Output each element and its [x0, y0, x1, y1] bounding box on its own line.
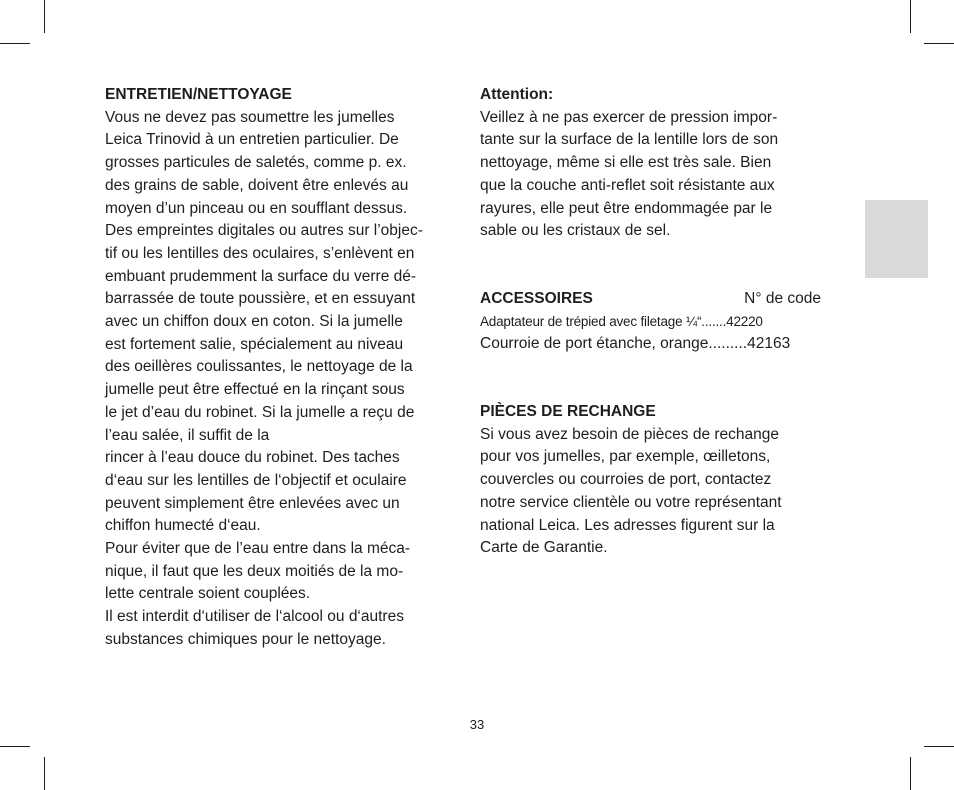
paragraph-line: lette centrale soient couplées. — [105, 585, 311, 603]
spare-parts-section — [480, 401, 825, 560]
paragraph-line: des oeillères coulissantes, le nettoyage de la — [105, 358, 413, 376]
page-number: 33 — [469, 717, 485, 732]
crop-mark — [924, 43, 954, 44]
paragraph-line: Des empreintes digitales ou autres sur l’objec- — [105, 222, 423, 240]
paragraph-line: rayures, elle peut être endommagée par le — [480, 199, 773, 217]
paragraph-line: est fortement salie, spécialement au niveau — [105, 335, 404, 353]
paragraph-line: que la couche anti-reflet soit résistante aux — [480, 176, 775, 194]
paragraph-line: Leica Trinovid à un entretien particulier. De — [105, 131, 399, 149]
accessory-item: Adaptateur de trépied avec filetage ¼“.......42220 — [480, 313, 763, 329]
crop-mark — [44, 0, 45, 33]
paragraph-line: pour vos jumelles, par exemple, œilletons, — [480, 448, 771, 466]
paragraph-line: Veillez à ne pas exercer de pression impor- — [480, 108, 778, 126]
paragraph-line: substances chimiques pour le nettoyage. — [105, 630, 386, 648]
paragraph-line: nique, il faut que les deux moitiés de la mo- — [105, 562, 404, 580]
paragraph-line: l’eau salée, il suffit de la — [105, 426, 270, 444]
maintenance-section — [105, 84, 450, 652]
paragraph-line: Carte de Garantie. — [480, 539, 608, 557]
paragraph-line: tif ou les lentilles des oculaires, s’enlèvent en — [105, 244, 415, 262]
crop-mark — [910, 757, 911, 790]
crop-mark — [910, 0, 911, 33]
paragraph-line: Il est interdit d‘utiliser de l‘alcool ou d‘autres — [105, 608, 404, 626]
paragraph-line: barrassée de toute poussière, et en essuyant — [105, 290, 416, 308]
accessories-section — [480, 288, 825, 356]
section-heading: ENTRETIEN/NETTOYAGE — [105, 86, 292, 103]
paragraph-line: rincer à l’eau douce du robinet. Des taches — [105, 449, 400, 467]
paragraph-line: avec un chiffon doux en coton. Si la jumelle — [105, 313, 403, 331]
paragraph-line: sable ou les cristaux de sel. — [480, 222, 671, 240]
code-column-header: N° de code — [744, 289, 821, 307]
crop-mark — [0, 43, 30, 44]
attention-section — [480, 84, 825, 243]
attention-heading: Attention: — [480, 86, 554, 103]
accessory-item: Courroie de port étanche, orange.........42163 — [480, 335, 791, 353]
accessories-header — [480, 288, 821, 311]
paragraph-line: le jet d’eau du robinet. Si la jumelle a reçu de — [105, 403, 415, 421]
paragraph-line: Si vous avez besoin de pièces de rechange — [480, 425, 780, 443]
paragraph-line: d‘eau sur les lentilles de l‘objectif et oculaire — [105, 471, 407, 489]
spare-parts-heading: PIÈCES DE RECHANGE — [480, 403, 656, 421]
chapter-tab — [865, 200, 928, 278]
paragraph-line: notre service clientèle ou votre représentant — [480, 493, 782, 511]
paragraph-line: embuant prudemment la surface du verre dé- — [105, 267, 417, 285]
paragraph-line: national Leica. Les adresses figurent sur la — [480, 516, 775, 534]
paragraph-line: des grains de sable, doivent être enlevés au — [105, 176, 409, 194]
paragraph-line: chiffon humecté d‘eau. — [105, 517, 261, 535]
crop-mark — [924, 746, 954, 747]
paragraph-line: Vous ne devez pas soumettre les jumelles — [105, 108, 395, 126]
accessories-heading: ACCESSOIRES — [480, 289, 593, 307]
right-column — [480, 84, 825, 560]
crop-mark — [0, 746, 30, 747]
paragraph-line: moyen d’un pinceau ou en soufflant dessus. — [105, 199, 408, 217]
paragraph-line: couvercles ou courroies de port, contactez — [480, 471, 772, 489]
paragraph-line: tante sur la surface de la lentille lors de son — [480, 131, 779, 149]
paragraph-line: jumelle peut être effectué en la rinçant sous — [105, 381, 405, 399]
paragraph-line: Pour éviter que de l’eau entre dans la méca- — [105, 540, 411, 558]
paragraph-line: grosses particules de saletés, comme p. ex. — [105, 154, 407, 172]
paragraph-line: nettoyage, même si elle est très sale. Bien — [480, 154, 772, 172]
paragraph-line: peuvent simplement être enlevées avec un — [105, 494, 400, 512]
crop-mark — [44, 757, 45, 790]
